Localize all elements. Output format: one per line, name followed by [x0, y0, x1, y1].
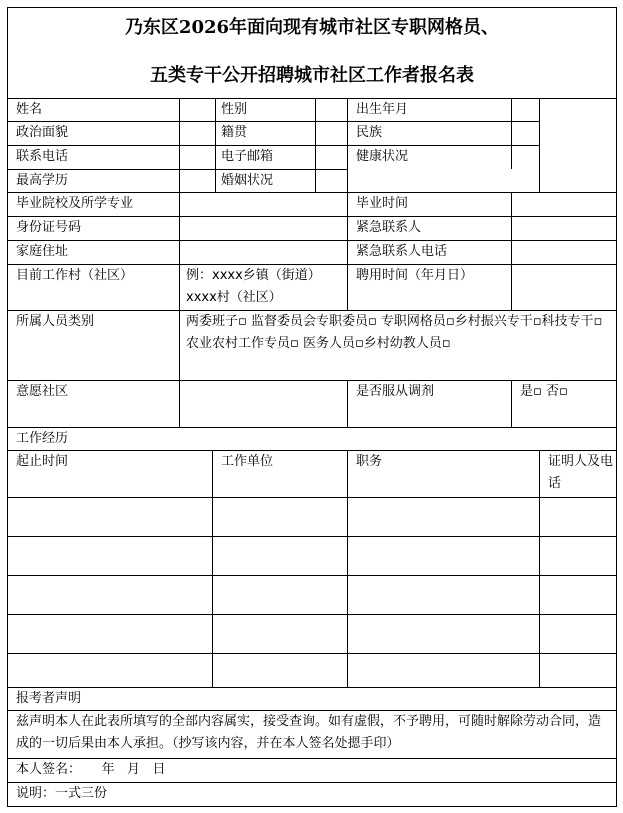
grid-line [179, 380, 180, 427]
grid-line [7, 240, 617, 241]
label-id-number: 身份证号码 [16, 220, 82, 235]
declaration-title: 报考者声明 [16, 691, 82, 706]
grid-line [7, 575, 617, 576]
column-header-referee: 证明人及电话 [548, 454, 614, 491]
grid-line [7, 216, 617, 217]
label-emergency-contact: 紧急联系人 [356, 220, 422, 235]
grid-line [347, 192, 348, 310]
grid-line [212, 450, 213, 687]
column-header-period: 起止时间 [16, 454, 69, 469]
grid-line [7, 427, 617, 428]
label-name: 姓名 [16, 102, 43, 117]
form-title-line1: 乃东区2026年面向现有城市社区专职网格员、 [124, 17, 500, 38]
grid-line [7, 653, 617, 654]
declaration-text: 兹声明本人在此表所填写的全部内容属实，接受查询。如有虚假，不予聘用，可随时解除劳动合同，造成的一切后果由本人承担。（抄写该内容，并在本人签名处摁手印） [16, 714, 602, 751]
grid-line [347, 450, 348, 687]
label-phone: 联系电话 [16, 149, 69, 164]
grid-line [215, 98, 216, 193]
form-title-line2: 五类专干公开招聘城市社区工作者报名表 [150, 65, 474, 86]
label-current-village: 目前工作村（社区） [16, 268, 134, 283]
label-politics: 政治面貌 [16, 125, 69, 140]
grid-line [539, 98, 540, 193]
label-hire-time: 聘用时间（年月日） [356, 268, 474, 283]
label-school-major: 毕业院校及所学专业 [16, 196, 134, 211]
label-email: 电子邮箱 [221, 149, 274, 164]
form-note: 说明：一式三份 [16, 786, 108, 801]
grid-line [347, 380, 348, 427]
adjust-options: 是▫ 否▫ [520, 384, 568, 399]
grid-line [7, 536, 617, 537]
label-birth: 出生年月 [356, 102, 409, 117]
category-options: 两委班子▫ 监督委员会专职委员▫ 专职网格员▫乡村振兴专干▫科技专干▫ 农业农村工作专员▫ 医务人员▫乡村幼教人员▫ [186, 314, 603, 351]
label-marital: 婚姻状况 [221, 173, 274, 188]
grid-line [179, 310, 180, 380]
grid-line [7, 614, 617, 615]
grid-line [511, 192, 512, 310]
label-native-place: 籍贯 [221, 125, 248, 140]
grid-line [511, 98, 512, 169]
work-history-title: 工作经历 [16, 431, 69, 446]
label-preferred-community: 意愿社区 [16, 384, 69, 399]
label-grad-time: 毕业时间 [356, 196, 409, 211]
grid-line [179, 192, 180, 310]
grid-line [7, 121, 539, 122]
label-ethnicity: 民族 [356, 125, 383, 140]
label-gender: 性别 [221, 102, 248, 117]
label-accept-adjust: 是否服从调剂 [356, 384, 435, 399]
label-education: 最高学历 [16, 173, 69, 188]
grid-line [179, 98, 180, 193]
signature-line: 本人签名： 年 月 日 [16, 762, 166, 777]
column-header-employer: 工作单位 [221, 454, 274, 469]
grid-line [7, 687, 617, 688]
column-header-position: 职务 [356, 454, 383, 469]
grid-line [7, 450, 617, 451]
label-category: 所属人员类别 [16, 314, 95, 329]
label-health: 健康状况 [356, 149, 409, 164]
grid-line [315, 98, 316, 193]
grid-line [7, 98, 617, 99]
grid-line [511, 380, 512, 427]
grid-line [539, 450, 540, 687]
grid-line [7, 497, 617, 498]
label-address: 家庭住址 [16, 244, 69, 259]
current-village-example: 例：xxxx乡镇（街道）xxxx村（社区） [186, 268, 321, 305]
label-emergency-phone: 紧急联系人电话 [356, 244, 448, 259]
grid-line [347, 98, 348, 193]
